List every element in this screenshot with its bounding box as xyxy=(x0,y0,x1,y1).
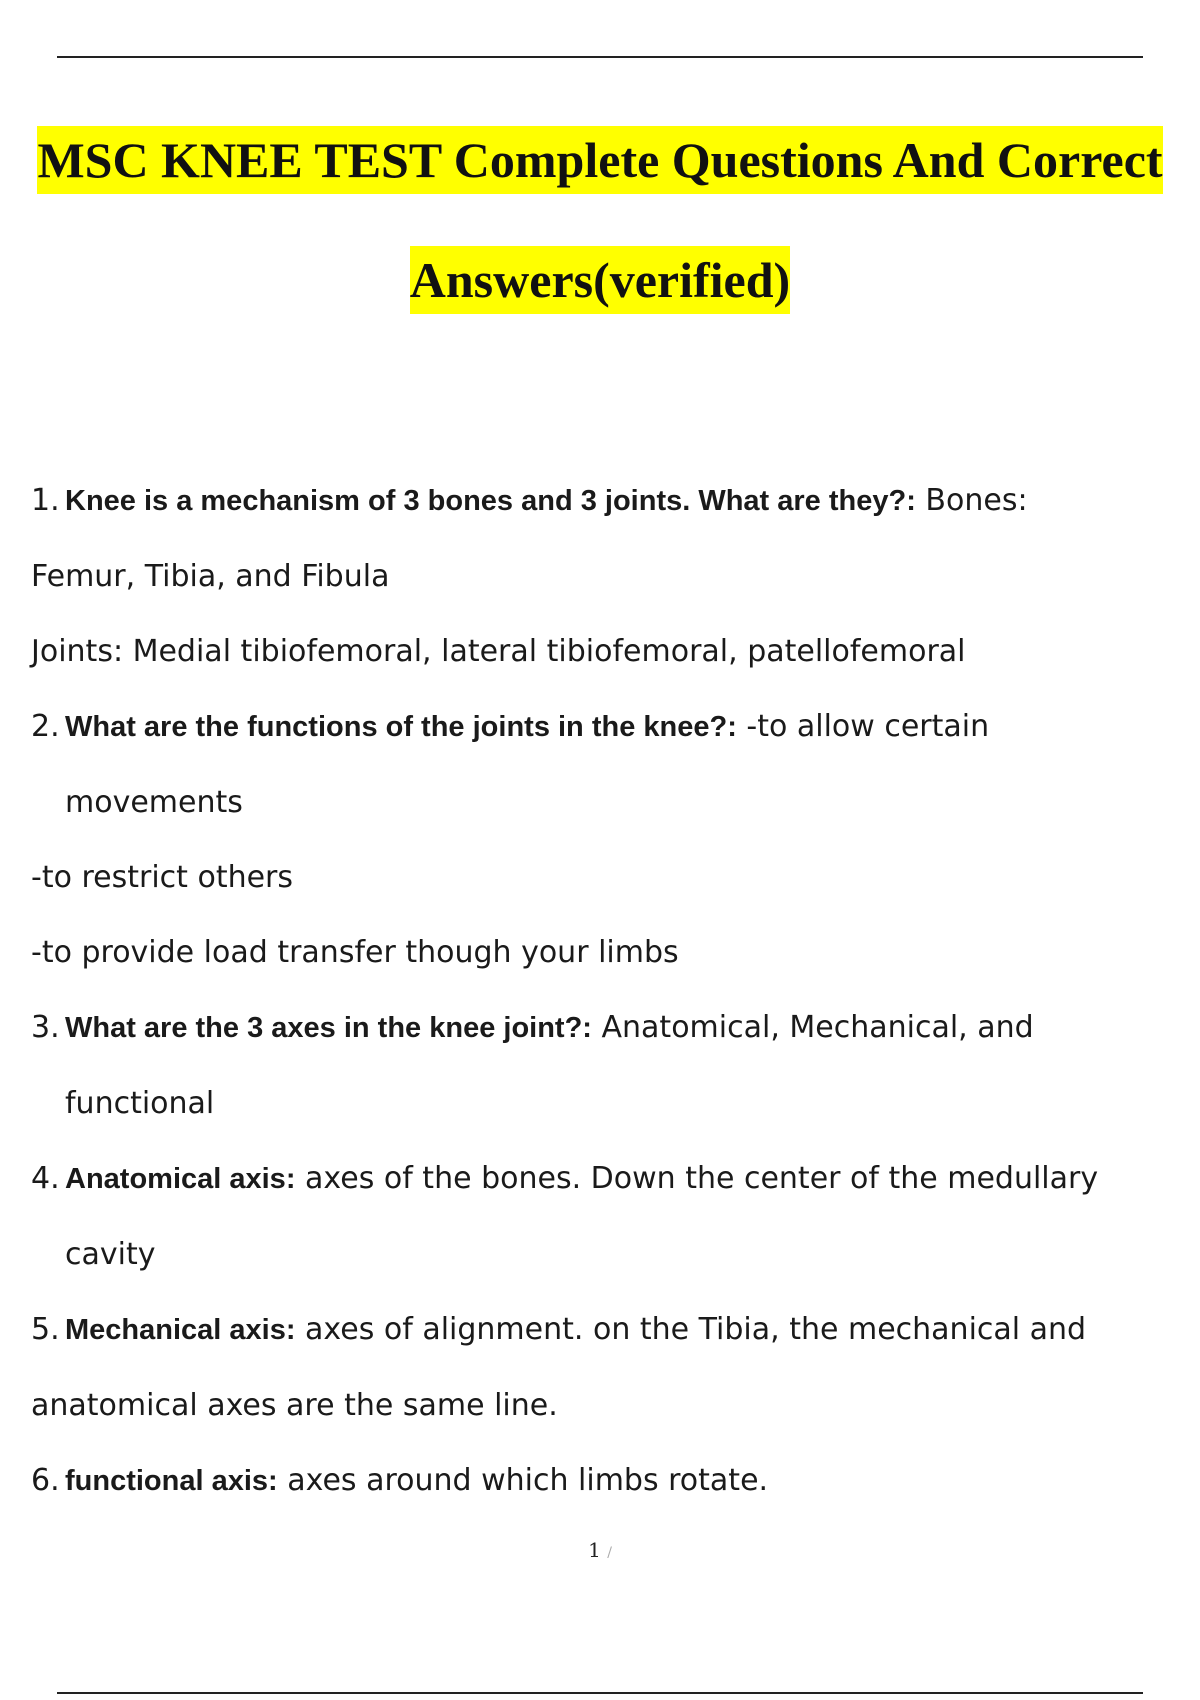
question-item-1 xyxy=(31,463,1191,539)
question-text: What are the functions of the joints in the knee?: xyxy=(65,711,737,743)
answer-text: axes of the bones. Down the center of the medullary xyxy=(295,1161,1099,1196)
answer-line: Femur, Tibia, and Fibula xyxy=(31,559,390,594)
answer-text: Anatomical, Mechanical, and xyxy=(591,1010,1034,1045)
answer-text: axes of alignment. on the Tibia, the mechanical and xyxy=(295,1312,1087,1347)
question-item-3 xyxy=(31,990,1191,1066)
answer-text: axes around which limbs rotate. xyxy=(277,1463,769,1498)
answer-line: anatomical axes are the same line. xyxy=(31,1388,558,1423)
item-number: 3. xyxy=(31,1010,60,1045)
item-number: 4. xyxy=(31,1161,60,1196)
answer-continuation: cavity xyxy=(65,1237,156,1272)
question-item-2 xyxy=(31,689,1191,765)
answer-line: -to provide load transfer though your limbs xyxy=(31,935,679,970)
top-rule xyxy=(57,56,1143,58)
answer-line: Joints: Medial tibiofemoral, lateral tibiofemoral, patellofemoral xyxy=(31,634,966,669)
title-line-1: MSC KNEE TEST Complete Questions And Correct xyxy=(37,126,1162,194)
item-number: 6. xyxy=(31,1463,60,1498)
title-line-2: Answers(verified) xyxy=(410,246,790,314)
answer-line: -to restrict others xyxy=(31,860,294,895)
bottom-rule xyxy=(57,1692,1143,1694)
answer-continuation: functional xyxy=(65,1086,215,1121)
answer-text: Bones: xyxy=(915,483,1028,518)
question-item-4 xyxy=(31,1141,1191,1217)
question-text: functional axis: xyxy=(65,1465,278,1497)
question-text: Anatomical axis: xyxy=(65,1163,296,1195)
document-title xyxy=(0,100,1200,340)
item-number: 1. xyxy=(31,483,60,518)
question-item-5 xyxy=(31,1292,1191,1368)
question-text: Knee is a mechanism of 3 bones and 3 joints. What are they?: xyxy=(65,485,916,517)
question-list xyxy=(31,463,1191,1519)
item-number: 5. xyxy=(31,1312,60,1347)
question-item-6 xyxy=(31,1443,1191,1519)
question-text: Mechanical axis: xyxy=(65,1314,296,1346)
answer-continuation: movements xyxy=(65,785,243,820)
question-text: What are the 3 axes in the knee joint?: xyxy=(65,1012,592,1044)
item-number: 2. xyxy=(31,709,60,744)
page-number-value: 1 xyxy=(588,1538,601,1562)
page-separator: / xyxy=(607,1545,612,1561)
answer-text: -to allow certain xyxy=(736,709,990,744)
page-number xyxy=(0,1538,1200,1562)
